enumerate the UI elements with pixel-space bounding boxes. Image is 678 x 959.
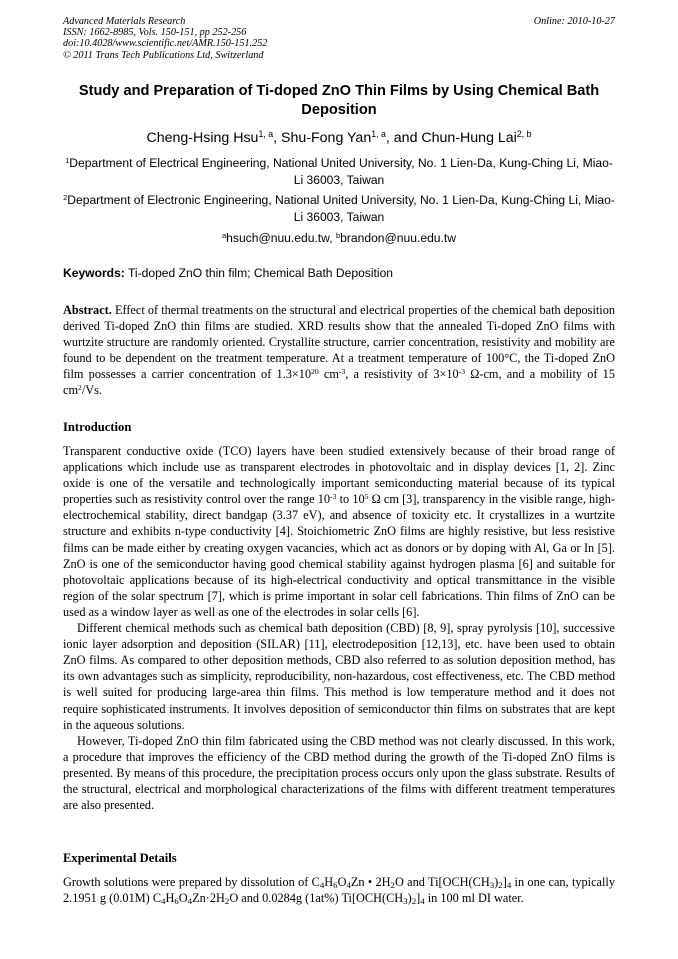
subscript: 2 <box>411 896 417 907</box>
keywords-text: Ti-doped ZnO thin film; Chemical Bath Deposition <box>124 266 394 280</box>
introduction-section <box>63 443 615 813</box>
introduction-paragraph-2: Different chemical methods such as chemical bath deposition (CBD) [8, 9], spray pyrolysis [10], successive ionic layer adsorption and deposition (SILAR) [11], electrodeposition [12,13], etc. have been used to obtain ZnO films. As compared to other deposition methods, CBD also referred to as solution deposition method, has its own advantages such as simplicity, reproducibility, non-hazardous, cost effectiveness, etc. The CBD method is well suited for producing large-area thin films. This method is low temperature method and it does not require sophisticated instruments. It involves deposition of semiconductor thin films on substrates that are kept in the aqueous solutions. <box>63 621 615 732</box>
introduction-paragraph-1 <box>63 443 615 620</box>
subscript: 4 <box>161 896 166 907</box>
introduction-paragraph-3: However, Ti-doped ZnO thin film fabricated using the CBD method was not clearly discussed. In this work, a procedure that improves the efficiency of the CBD method during the growth of the Ti-doped ZnO films is presented. By means of this procedure, the precipitation process occurs only upon the glass substrate. Results of the structural, electrical and morphological characterizations of the films with different treatment temperatures are also presented. <box>63 733 615 813</box>
author-separator: , and <box>385 130 422 146</box>
abstract-text: cm <box>318 367 339 382</box>
copyright-line: © 2011 Trans Tech Publications Ltd, Switzerland <box>63 49 264 61</box>
experimental-paragraph <box>63 874 615 906</box>
body-text: Zn • 2H <box>350 875 391 889</box>
paper-title: Study and Preparation of Ti-doped ZnO Thin Films by Using Chemical Bath Deposition <box>78 83 600 118</box>
affiliation-1 <box>62 155 616 189</box>
author-affiliation-mark: 1, a <box>371 129 386 140</box>
subscript: 4 <box>346 880 351 891</box>
subscript: 3 <box>403 896 408 907</box>
abstract-text: Effect of thermal treatments on the structural and electrical properties of the chemical bath deposition derived Ti-doped ZnO thin films are studied. XRD results show that the annealed Ti-doped ZnO films with wurtzite structure are randomly oriented. Crystallite structure, carrier concentration, resistivity and mobility are found to be dependent on the treatment temperature. At a treatment temperature of 100°C, the Ti-doped ZnO film possesses a carrier concentration of 1.3×10 <box>63 303 615 382</box>
body-text: O and 0.0284g (1at%) Ti[OCH(CH <box>229 891 404 906</box>
body-text: O <box>337 875 347 889</box>
abstract-label: Abstract. <box>63 303 112 317</box>
superscript: 2 <box>78 383 82 393</box>
email-link[interactable]: brandon@nuu.edu.tw <box>340 231 456 245</box>
body-text: O and Ti[OCH(CH <box>394 875 490 889</box>
experimental-heading: Experimental Details <box>63 851 177 865</box>
affiliation-text: Department of Electrical Engineering, National United University, No. 1 Lien-Da, Kung-Ching Li, Miao-Li 36003, Taiwan <box>69 156 613 187</box>
experimental-section <box>63 874 615 906</box>
abstract-text: /Vs. <box>81 383 103 398</box>
author-affiliation-mark: 2, b <box>516 129 532 140</box>
subscript: 2 <box>390 880 395 891</box>
keywords-label: Keywords: <box>63 266 125 280</box>
subscript: 4 <box>506 880 512 891</box>
superscript: 20 <box>311 367 319 377</box>
author-name: Shu-Fong Yan <box>281 130 372 146</box>
abstract-paragraph <box>63 302 615 399</box>
online-date: Online: 2010-10-27 <box>533 16 615 27</box>
issn-line: ISSN: 1662-8985, Vols. 150-151, pp 252-256 <box>63 27 247 39</box>
affiliation-2 <box>62 192 616 226</box>
email-separator: , <box>329 231 336 245</box>
author-name: Chun-Hung Lai <box>421 130 517 146</box>
subscript: 3 <box>489 880 495 891</box>
body-text: H <box>165 891 175 906</box>
email-mark: b <box>335 230 341 240</box>
body-text: H <box>324 875 334 889</box>
subscript: 2 <box>224 896 230 907</box>
abstract-text: , a resistivity of 3×10 <box>345 367 459 382</box>
author-separator: , <box>273 130 282 146</box>
superscript: -3 <box>458 367 466 377</box>
affiliation-number: 1 <box>65 155 70 165</box>
body-text: O <box>178 891 188 906</box>
body-text: to 10 <box>336 492 365 507</box>
subscript: 4 <box>187 896 193 907</box>
keywords <box>63 265 615 281</box>
body-text: in one can, typically 2.1951 g (0.01M) C <box>63 875 615 906</box>
affiliation-number: 2 <box>63 192 68 202</box>
author-affiliation-mark: 1, a <box>258 129 274 140</box>
subscript: 2 <box>498 880 503 891</box>
superscript: -3 <box>330 492 337 502</box>
body-text: in 100 ml DI water. <box>424 891 524 906</box>
abstract <box>63 302 615 399</box>
affiliation-text: Department of Electronic Engineering, National United University, No. 1 Lien-Da, Kung-Ching Li, Miao-Li 36003, Taiwan <box>67 193 615 224</box>
body-text: Growth solutions were prepared by dissolution of C <box>63 875 320 889</box>
introduction-heading: Introduction <box>63 420 132 434</box>
body-text: ) <box>407 891 412 906</box>
subscript: 6 <box>174 896 179 907</box>
subscript: 6 <box>333 880 338 891</box>
author-name: Cheng-Hsing Hsu <box>146 130 259 146</box>
journal-header <box>63 16 615 61</box>
doi-line[interactable]: doi:10.4028/www.scientific.net/AMR.150-151.252 <box>63 38 268 50</box>
superscript: -3 <box>338 367 346 377</box>
email-mark: a <box>222 230 227 240</box>
body-text: ] <box>502 875 507 889</box>
body-text: Ω cm [3], transparency in the visible range, high-electrochemical stability, direct bandgap (3.37 eV), and absence of toxicity etc. It crystallizes in a wurtzite structure and exhibits n-type conductivity [4]. Stoichiometric ZnO films are highly resistive, but less resistive films can be made either by creating oxygen vacancies, which act as donors or by doping with Al, Ga or In [5]. ZnO is one of the semiconductor having good chemical stability against hydrogen plasma [6] and suitable for photovoltaic applications because of its high-electrical conductivity and optical transmittance in the visible region of the solar spectrum [7], which is prime important in solar cell fabrications. Thin films of ZnO can be used as a window layer as well as one of the electrodes in solar cells [6]. <box>63 492 616 619</box>
abstract-text: Ω-cm, and a mobility of 15 cm <box>63 367 615 398</box>
superscript: 5 <box>364 492 369 502</box>
journal-name: Advanced Materials Research <box>63 16 186 27</box>
author-list <box>40 130 638 147</box>
body-text: Transparent conductive oxide (TCO) layers have been studied extensively because of their broad range of applications which include use as transparent electrodes in photovoltaic and in display devices [1, 2]. Zinc oxide is one of the versatile and technologically important semiconducting material because of its typical properties such as resistivity control over the range 10 <box>63 444 615 507</box>
body-text: ) <box>494 875 499 889</box>
author-emails <box>62 230 616 247</box>
subscript: 4 <box>319 880 325 891</box>
body-text: Zn·2H <box>192 891 225 906</box>
subscript: 4 <box>420 896 425 907</box>
email-link[interactable]: hsuch@nuu.edu.tw <box>226 231 330 245</box>
body-text: ] <box>416 891 421 906</box>
